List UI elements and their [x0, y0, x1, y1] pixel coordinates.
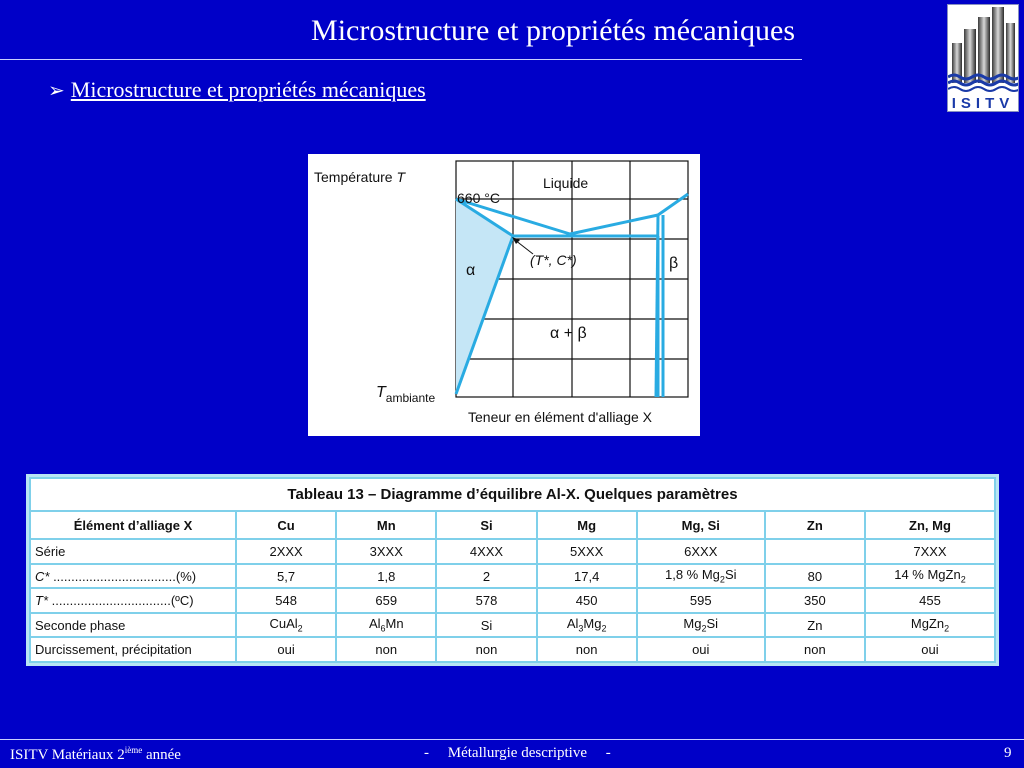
- column-header: Zn: [765, 511, 865, 540]
- table-header-row: [30, 511, 995, 540]
- table-cell: 455: [865, 588, 995, 613]
- table-cell: non: [336, 637, 436, 662]
- table-cell: oui: [865, 637, 995, 662]
- table-cell: $Mg_2Si$: [637, 613, 765, 638]
- title-divider: [0, 59, 802, 60]
- row-label: C* ..................................(%): [30, 564, 236, 589]
- bullet-link[interactable]: Microstructure et propriétés mécaniques: [70, 77, 426, 102]
- table-cell: 595: [637, 588, 765, 613]
- phase-diagram: [308, 154, 700, 436]
- table-row-durcissement: [30, 637, 995, 662]
- table-cell: 1,8 % $Mg_2Si$: [637, 564, 765, 589]
- parameters-table-container: [26, 474, 999, 666]
- row-label: Seconde phase: [30, 613, 236, 638]
- row-label: Série: [30, 539, 236, 564]
- table-cell: 6XXX: [637, 539, 765, 564]
- table-cell: non: [537, 637, 637, 662]
- table-cell: 1,8: [336, 564, 436, 589]
- column-header: Mg, Si: [637, 511, 765, 540]
- header-label: Élément d’alliage X: [30, 511, 236, 540]
- column-header: Mn: [336, 511, 436, 540]
- beta-label: β: [669, 255, 679, 272]
- temperature-axis-label: Température T: [314, 169, 406, 185]
- table-cell: 3XXX: [336, 539, 436, 564]
- logo-text: ISITV: [951, 95, 1015, 111]
- table-cell: 5XXX: [537, 539, 637, 564]
- column-header: Mg: [537, 511, 637, 540]
- x-axis-label: Teneur en élément d'alliage X: [468, 409, 653, 425]
- table-cell: oui: [637, 637, 765, 662]
- table-cell: [765, 539, 865, 564]
- bullet-item: [48, 77, 426, 103]
- two-phase-label: α + β: [550, 325, 587, 342]
- table-row-t-star: [30, 588, 995, 613]
- table-cell: 14 % MgZn$_2$: [865, 564, 995, 589]
- table-cell: 80: [765, 564, 865, 589]
- page-number: 9: [1004, 745, 1012, 761]
- table-cell: 17,4: [537, 564, 637, 589]
- table-cell: 2: [436, 564, 536, 589]
- ambient-temp-label: $T_{ambiante}$: [376, 384, 436, 405]
- liquid-label: Liquide: [543, 175, 589, 191]
- row-label: Durcissement, précipitation: [30, 637, 236, 662]
- table-cell: 2XXX: [236, 539, 336, 564]
- melt-temp-label: 660 °C: [457, 190, 500, 206]
- row-label: T* .................................(ºC): [30, 588, 236, 613]
- table-cell: 659: [336, 588, 436, 613]
- table-cell: Si: [436, 613, 536, 638]
- table-row-seconde-phase: [30, 613, 995, 638]
- column-header: Si: [436, 511, 536, 540]
- footer-course: ISITV Matériaux 2ième année: [10, 745, 181, 763]
- eutectic-point-label: (T*, C*): [530, 252, 577, 268]
- footer-subject: - Métallurgie descriptive -: [424, 745, 611, 761]
- column-header: Cu: [236, 511, 336, 540]
- table-cell: $Al_6Mn$: [336, 613, 436, 638]
- table-cell: $Al_3Mg_2$: [537, 613, 637, 638]
- table-cell: CuAl$_2$: [236, 613, 336, 638]
- column-header: Zn, Mg: [865, 511, 995, 540]
- table-cell: 4XXX: [436, 539, 536, 564]
- alpha-label: α: [466, 262, 476, 279]
- table-caption: Tableau 13 – Diagramme d’équilibre Al-X. Quelques paramètres: [30, 478, 995, 511]
- table-cell: 578: [436, 588, 536, 613]
- table-cell: MgZn$_2$: [865, 613, 995, 638]
- arrow-bullet-icon: ➢: [48, 80, 65, 102]
- isitv-logo: [947, 4, 1019, 112]
- table-cell: Zn: [765, 613, 865, 638]
- table-cell: 350: [765, 588, 865, 613]
- table-row-serie: [30, 539, 995, 564]
- parameters-table: [29, 477, 996, 663]
- table-cell: 450: [537, 588, 637, 613]
- table-cell: 7XXX: [865, 539, 995, 564]
- slide-title: Microstructure et propriétés mécaniques: [311, 14, 795, 47]
- table-cell: oui: [236, 637, 336, 662]
- table-cell: 5,7: [236, 564, 336, 589]
- footer-divider: [0, 739, 1024, 740]
- table-cell: 548: [236, 588, 336, 613]
- table-cell: non: [765, 637, 865, 662]
- table-row-c-star: [30, 564, 995, 589]
- table-cell: non: [436, 637, 536, 662]
